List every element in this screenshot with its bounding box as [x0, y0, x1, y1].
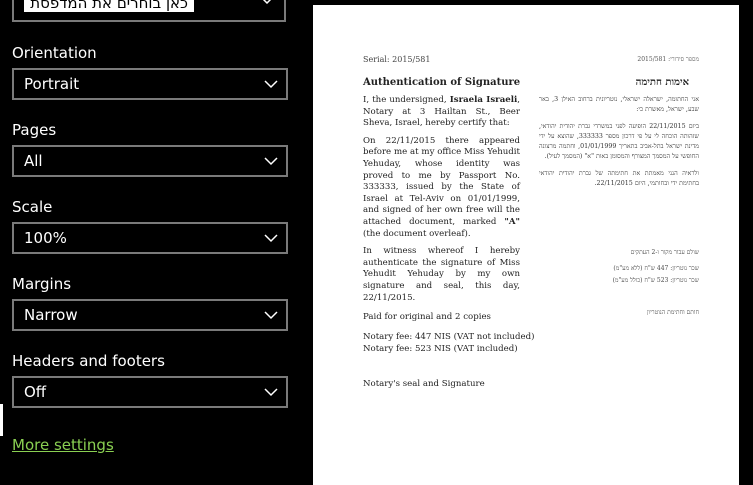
hebrew-column	[539, 95, 699, 196]
preview-page	[313, 5, 739, 485]
hebrew-fee-1: שכר נוטריון: 447 ש"ח (ללא מע"מ)	[613, 265, 699, 272]
scale-select[interactable]	[12, 222, 288, 254]
title-hebrew: אימות חתימה	[635, 77, 689, 88]
serial-text: Serial: 2015/581	[363, 55, 431, 64]
english-column	[363, 95, 520, 310]
orientation-value: Portrait	[24, 75, 80, 93]
pages-select[interactable]	[12, 145, 288, 177]
notary-fee-2: Notary fee: 523 NIS (VAT included)	[363, 344, 518, 354]
printer-value: כאן בוחרים את המדפסת	[24, 0, 194, 12]
margins-select[interactable]	[12, 299, 288, 331]
title-english: Authentication of Signature	[363, 77, 521, 88]
print-settings-panel	[0, 0, 300, 480]
scale-label: Scale	[12, 198, 53, 216]
chevron-down-icon	[264, 79, 278, 89]
printer-dropdown[interactable]	[12, 0, 286, 22]
notary-fee-1: Notary fee: 447 NIS (VAT not included)	[363, 332, 535, 342]
margins-value: Narrow	[24, 306, 78, 324]
orientation-select[interactable]	[12, 68, 288, 100]
english-paragraph: On 22/11/2015 there appeared before me at my office Miss Yehudit Yehuday, whose identity was proved to me by Passport No. 333333, issued by the State of Israel at Tel-Aviv on 01/01/1999, and signed of her own free will the attached document, marked "A" (the document overleaf).	[363, 135, 520, 239]
headers-footers-label: Headers and footers	[12, 352, 165, 370]
more-settings-link[interactable]: More settings	[12, 436, 114, 454]
hebrew-seal: חותם וחתימת הנוטריון	[647, 309, 699, 316]
hebrew-paragraph: ביום 22/11/2015 הופיעה לפני במשרדי גברת יהודית יהודאי, שזהותה הוכחה לי על פי דרכון מספר 333333, שהוצא על ידי מדינת ישראל בתל-אביב בתאריך 01/01/1999, וחתמה מרצונה החופשי על המסמך המצורף והמסומן באות "א" (המסמך לעיל).	[539, 123, 699, 160]
serial-text-hebrew: מספר סידורי: 2015/581	[637, 56, 699, 63]
scale-value: 100%	[24, 229, 67, 247]
margins-label: Margins	[12, 275, 72, 293]
headers-footers-value: Off	[24, 383, 47, 401]
chevron-down-icon	[260, 0, 274, 4]
notary-seal: Notary's seal and Signature	[363, 379, 485, 389]
english-paragraph: I, the undersigned, Israela Israeli, Notary at 3 Hailtan St., Beer Sheva, Israel, hereby certify that:	[363, 95, 520, 129]
focus-indicator	[0, 404, 3, 436]
hebrew-fee-2: שכר נוטריון: 523 ש"ח (כולל מע"מ)	[612, 277, 699, 284]
paid-note: Paid for original and 2 copies	[363, 312, 491, 322]
hebrew-paragraph: ולראיה הנני מאמתת את חתימתה של גברת יהודית יהודאי בחתימת ידי ובחותמי, היום 22/11/2015.	[539, 170, 699, 187]
pages-value: All	[24, 152, 43, 170]
chevron-down-icon	[264, 387, 278, 397]
english-paragraph: In witness whereof I hereby authenticate the signature of Miss Yehudit Yehuday by my own signature and seal, this day, 22/11/2015.	[363, 246, 520, 303]
orientation-label: Orientation	[12, 44, 97, 62]
hebrew-paid-note: שולם עבור מקור ו-2 העתקים	[630, 249, 699, 256]
chevron-down-icon	[264, 156, 278, 166]
chevron-down-icon	[264, 233, 278, 243]
pages-label: Pages	[12, 121, 57, 139]
hebrew-paragraph: אני החתומה, ישראלה ישראלי, נוטריונית ברחוב האילן 3, באר שבע, ישראל, מאשרת כי:	[539, 96, 699, 113]
chevron-down-icon	[264, 310, 278, 320]
headers-footers-select[interactable]	[12, 376, 288, 408]
